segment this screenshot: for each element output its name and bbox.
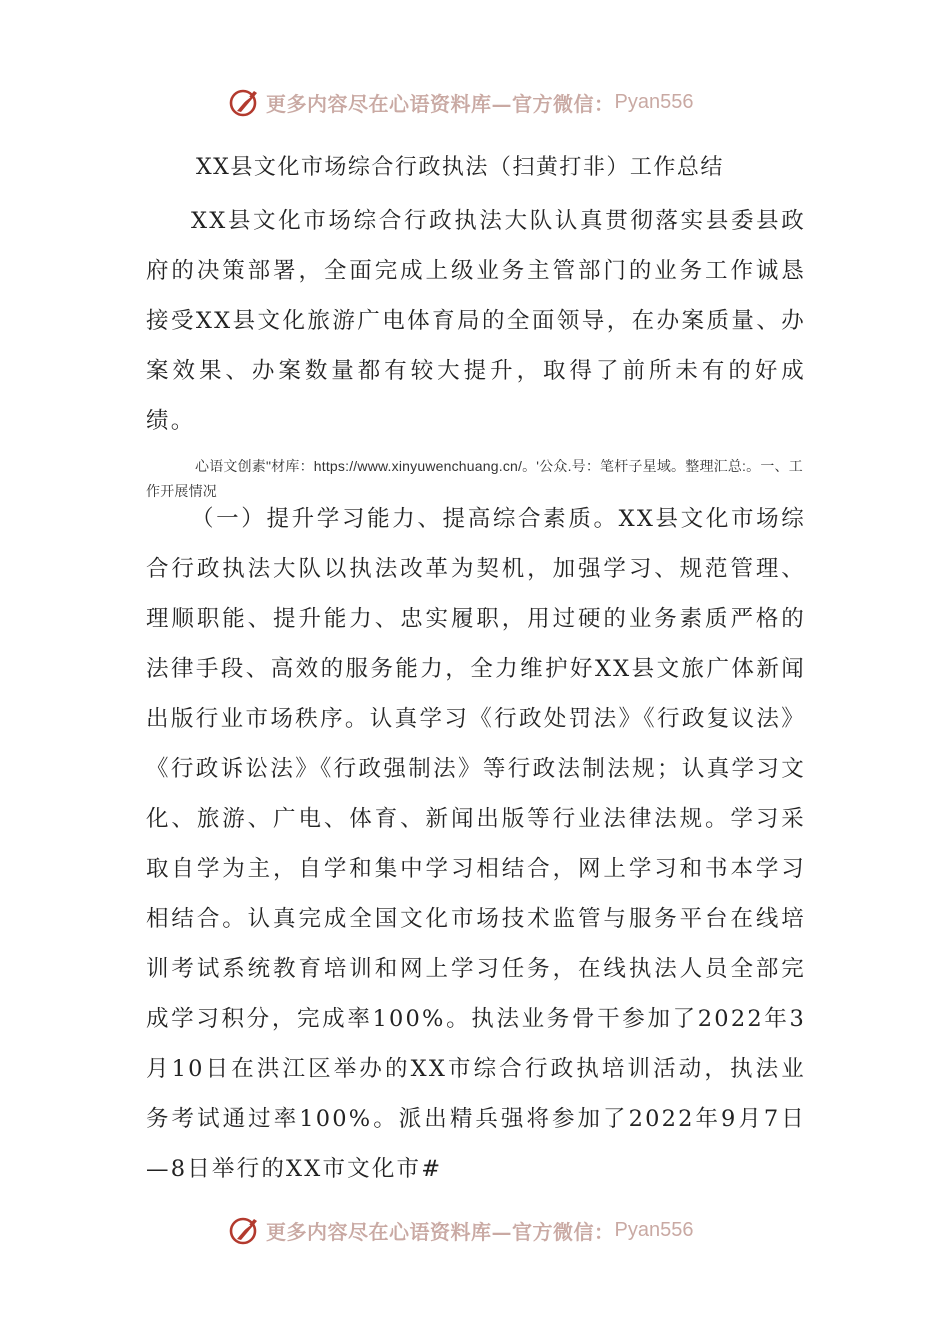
- footer-banner: [228, 1212, 693, 1248]
- quill-logo-icon: [228, 85, 262, 119]
- paragraph-section-one: （一）提升学习能力、提高综合素质。XX县文化市场综合行政执法大队以执法改革为契机，加强学习、规范管理、理顺职能、提升能力、忠实履职，用过硬的业务素质严格的法律手段、高效的服务能力，全力维护好XX县文旅广体新闻出版行业市场秩序。认真学习《行政处罚法》《行政复议法》《行政诉讼法》《行政强制法》等行政法制法规；认真学习文化、旅游、广电、体育、新闻出版等行业法律法规。学习采取自学为主，自学和集中学习相结合，网上学习和书本学习相结合。认真完成全国文化市场技术监管与服务平台在线培训考试系统教育培训和网上学习任务，在线执法人员全部完成学习积分，完成率100%。执法业务骨干参加了2022年3月10日在洪江区举办的XX市综合行政执培训活动，执法业务考试通过率100%。派出精兵强将参加了2022年9月7日—8日举行的XX市文化市#: [146, 506, 806, 1182]
- footer-banner-text: 更多内容尽在心语资料库—官方微信：: [266, 1219, 615, 1244]
- footer-banner-id: Pyan556: [614, 1218, 694, 1241]
- header-banner: [228, 84, 693, 120]
- paragraph-intro: XX县文化市场综合行政执法大队认真贯彻落实县委县政府的决策部署，全面完成上级业务主管部门的业务工作诚恳接受XX县文化旅游广电体育局的全面领导，在办案质量、办案效果、办案数量都有较大提升，取得了前所未有的好成绩。: [146, 208, 806, 434]
- source-note: 心语文创素"材库：https://www.xinyuwenchuang.cn/。'公众.号：笔杆子星域。整理汇总:。一、工作开展情况: [146, 458, 803, 499]
- header-banner-id: Pyan556: [614, 90, 694, 113]
- quill-logo-icon: [228, 1213, 262, 1247]
- document-title: XX县文化市场综合行政执法（扫黄打非）工作总结: [196, 155, 724, 180]
- header-banner-text: 更多内容尽在心语资料库—官方微信：: [266, 91, 615, 116]
